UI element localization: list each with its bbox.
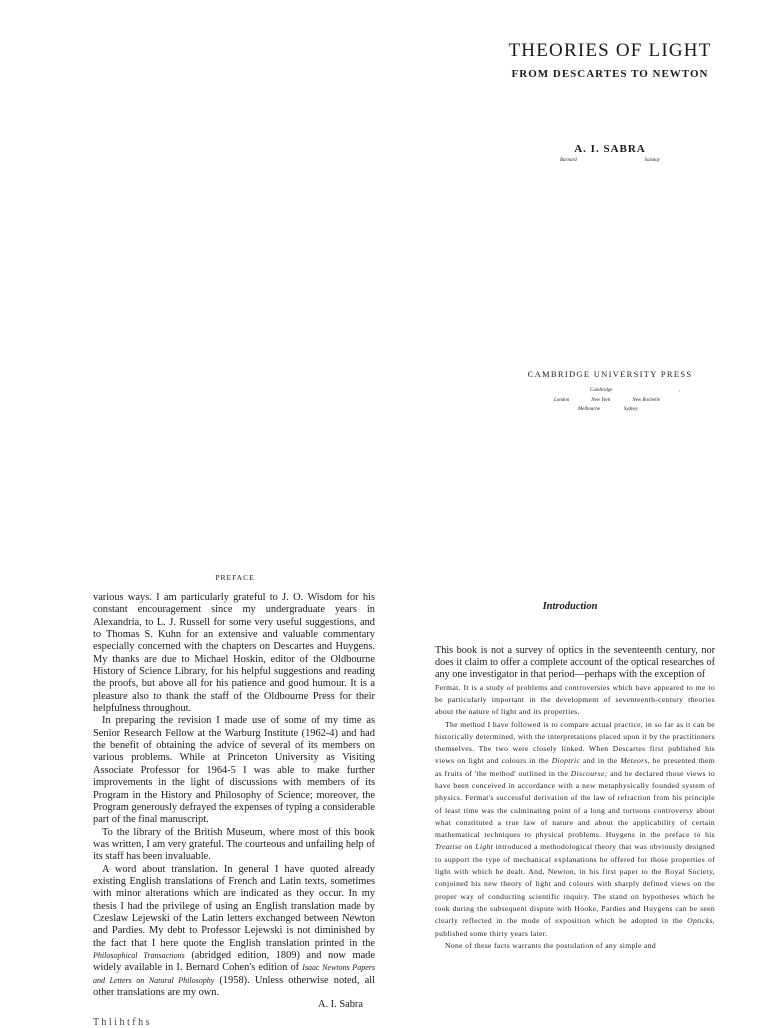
- book-subtitle: FROM DESCARTES TO NEWTON: [511, 68, 709, 80]
- preface-p4-journal-title: Philosophical Transactions: [93, 950, 185, 960]
- intro-p2-discourse: Discourse;: [570, 768, 608, 778]
- city-new-york: New York: [591, 398, 611, 403]
- preface-p4-book-title: Isaac Newtons Papers and Letters on Natural Philosophy: [93, 963, 375, 985]
- city-mark: ,: [678, 388, 680, 393]
- intro-p2-dioptric: Dioptric: [551, 756, 581, 766]
- publisher-name: CAMBRIDGE UNIVERSITY PRESS: [527, 369, 693, 379]
- city-new-rochelle: New Rochelle: [632, 398, 660, 403]
- intro-paragraph-2: [435, 719, 715, 940]
- publisher-cities-line2: [554, 398, 660, 403]
- intro-p2-meteors: Meteors,: [620, 756, 650, 766]
- author-affiliation: [560, 158, 660, 163]
- author-sub-2: Saisnay: [644, 158, 660, 163]
- intro-p2-text-d: and he declared those views to have been conceived in accordance with a new metaphysically founded system of physics. Fermat's successful derivation of the law of refraction from his principle of least time was the culminating point of a long and tortuous controversy about what constituted a true law of nature and about the applicability of certain mathematical techniques to physical problems. Huygens in the preface to his: [435, 768, 716, 840]
- preface-p4-text-c: (1958). Unless otherwise noted, all other translations are my own.: [93, 974, 375, 998]
- preface-paragraph-4: [93, 864, 375, 1000]
- city-cambridge: Cambridge: [590, 388, 613, 393]
- preface-paragraph-1: various ways. I am particularly grateful to J. O. Wisdom for his constant encouragement since my undergraduate years in Alexandria, to L. J. Russell for some very useful suggestions, and to Thomas S. Kuhn for an extensive and valuable commentary especially concerned with the chapters on Descartes and Huygens. My thanks are due to Michael Hoskin, editor of the Oldbourne History of Science Library, for his helpful suggestions and reading the proofs, but above all for his patience and good humour. It is a pleasure also to thank the staff of the Oldbourne Press for their helpfulness throughout.: [93, 592, 375, 715]
- author-name: A. I. SABRA: [574, 143, 646, 155]
- intro-paragraph-3: None of these facts warrants the postulation of any simple and: [445, 940, 657, 950]
- intro-p2-text-b: and in the: [583, 756, 618, 766]
- preface-heading: PREFACE: [215, 573, 255, 582]
- preface-body: [93, 592, 375, 1012]
- intro-p2-treatise: Treatise on Light: [435, 842, 494, 852]
- publisher-cities-line3: [578, 407, 638, 412]
- intro-p2-text-a: The method I have followed is to compare actual practice, in so far as it can be historically determined, with the interpretations placed upon it by the practitioners themselves. The two were closely linked. When Descartes first published his views on light and colours in the: [435, 719, 715, 766]
- book-title: THEORIES OF LIGHT: [508, 40, 712, 61]
- intro-paragraph-1: Fermat. It is a study of problems and controversies which have appeared to me to be particularly important in the development of seventeenth-century theories about the nature of light and its properties.: [435, 682, 715, 717]
- preface-p4-text-a: A word about translation. In general I have quoted already existing English translations of French and Latin texts, sometimes with minor alterations which are indicated as they occur. In my thesis I had the privilege of using an English translation made by Czeslaw Lejewski of the Latin letters exchanged between Newton and Pardies. My debt to Professor Lejewski is not diminished by the fact that I here quote the English translation printed in the: [93, 863, 375, 949]
- intro-p2-opticks: Opticks,: [687, 916, 716, 926]
- intro-p2-text-e: introduced a methodological theory that was obviously designed to support the type of mechanical explanations he offered for those properties of light with which he dealt. And, Newton, in his first paper to the Royal Society, conjoined his new theory of light and colours with sharply defined views on the proper way of conducting scientific inquiry. The stand on hypotheses which he took during the subsequent dispute with Hooke, Pardies and Huygens can be seen clearly reflected in the mode of exposition which he adopted in the: [435, 842, 715, 926]
- city-melbourne: Melbourne: [578, 407, 600, 412]
- preface-paragraph-3: To the library of the British Museum, where most of this book was written, I am very grateful. The courteous and unfailing help of its staff has been invaluable.: [93, 826, 375, 863]
- preface-signature: A. I. Sabra: [317, 999, 363, 1011]
- intro-p2-text-c: he presented them as fruits of 'the method' outlined in the: [435, 756, 716, 778]
- city-sydney: Sydney: [623, 407, 638, 412]
- intro-p2-text-f: published some thirty years later.: [435, 928, 548, 938]
- preface-paragraph-2: In preparing the revision I made use of some of my time as Senior Research Fellow at the Warburg Institute (1962-4) and had the benefit of obtaining the advice of several of its members on various problems. While at Princeton University as Visiting Associate Professor for 1964-5 I was able to make further improvements in the light of discussions with members of its Program in the History and Philosophy of Science; moreover, the Program generously defrayed the expenses of typing a considerable part of the final manuscript.: [93, 715, 375, 826]
- intro-lead-paragraph: This book is not a survey of optics in the seventeenth century, nor does it claim to offer a complete account of the optical researches of any one investigator in that period—perhaps with the exception of: [435, 645, 715, 681]
- introduction-heading: Introduction: [542, 601, 598, 612]
- city-london: London: [554, 398, 570, 403]
- cutoff-text-line: T h l i h t f h s: [93, 1017, 150, 1028]
- publisher-cities-line1: [560, 388, 680, 393]
- introduction-body: [435, 645, 715, 952]
- preface-p4-text-b: (abridged edition, 1809) and now made widely available in I. Bernard Cohen's edition of: [93, 949, 375, 974]
- author-sub-1: Barnard: [560, 158, 577, 163]
